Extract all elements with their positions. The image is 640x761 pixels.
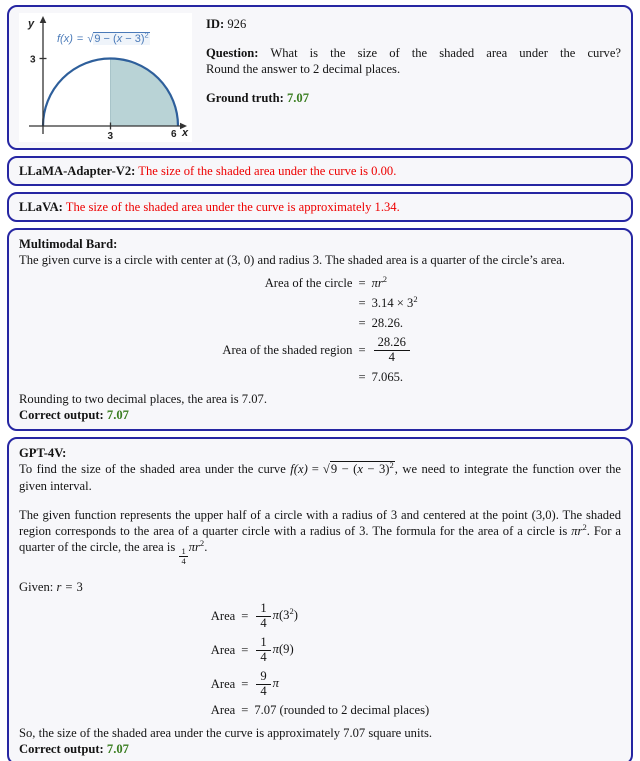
gpt4v-p2-pir2-exp: 2	[199, 537, 205, 548]
gpt4v-box	[7, 437, 633, 761]
gpt4v-eq4-rhs: 7.07 (rounded to 2 decimal places)	[254, 703, 430, 718]
llama-adapter-v2-box	[7, 156, 633, 186]
x-axis-label: x	[182, 127, 189, 139]
gpt4v-correct-value: 7.07	[106, 742, 129, 757]
bard-frac-den: 4	[388, 349, 395, 364]
y-axis-arrow	[40, 16, 47, 23]
gpt4v-given-var: r	[56, 579, 62, 594]
bard-eq3-rhs: 28.26.	[371, 315, 404, 330]
bard-rounding-text: Rounding to two decimal places, the area is 7.07.	[19, 392, 267, 407]
bard-intro	[19, 252, 621, 268]
gpt4v-p2-pir-exp: 2	[582, 521, 587, 532]
gpt4v-eq3-den: 4	[260, 683, 267, 698]
gpt4v-given-value: 3	[76, 579, 83, 594]
bard-eq-row-4	[222, 333, 417, 367]
llava-model-label: LLaVA:	[19, 200, 63, 215]
function-formula-label	[57, 30, 150, 45]
gpt4v-eq3-fraction	[256, 670, 270, 699]
gpt4v-p1-before: To find the size of the shaded area under the curve	[19, 462, 286, 477]
gpt4v-p1-rad-x: x	[357, 462, 363, 477]
bard-rounding-line	[19, 391, 621, 407]
llava-response-text: The size of the shaded area under the curve is approximately 1.34.	[65, 200, 400, 215]
gpt4v-eq1-exp: 2	[289, 606, 294, 617]
fx-radicand-b: − 3)	[122, 33, 145, 45]
gpt4v-p1-after: , we need to integrate the function over the given interval.	[19, 462, 622, 493]
gpt4v-p1-rad-a: 9 − (	[330, 462, 358, 477]
bard-eq2-rhs	[372, 293, 418, 313]
gpt4v-eq1-lhs: Area	[210, 609, 236, 624]
bard-eq1-rhs	[372, 273, 418, 293]
gpt4v-eq1-close: )	[293, 608, 298, 623]
bard-eq4-rhs	[372, 333, 418, 367]
radical-sign: √	[322, 462, 330, 477]
question-box	[7, 5, 633, 150]
bard-eq2-equals: =	[358, 295, 366, 310]
bard-eq4-equals: =	[358, 342, 366, 357]
gpt4v-eq3-equals: =	[241, 676, 249, 691]
bard-eq5-rhs: 7.065.	[371, 369, 404, 384]
ground-truth-line	[206, 90, 621, 106]
bard-fraction	[374, 336, 410, 365]
gpt4v-eq4-lhs: Area	[210, 703, 236, 718]
bard-correct-value: 7.07	[106, 408, 129, 423]
gpt4v-given-line	[19, 579, 621, 595]
gpt4v-given-label: Given:	[19, 579, 54, 594]
gpt4v-eq4-equals: =	[241, 703, 249, 718]
bard-eq3-equals: =	[358, 315, 366, 330]
x-tick-label-3: 3	[107, 131, 114, 142]
question-line-1	[206, 45, 621, 61]
gpt4v-eq-row-1	[211, 600, 429, 634]
gpt4v-eq2-den: 4	[260, 649, 267, 664]
gpt4v-eq1-den: 4	[260, 616, 267, 631]
gpt4v-eq1-tail: (3	[278, 608, 290, 623]
gpt4v-eq1-num: 1	[256, 602, 270, 617]
gpt4v-eq-row-3	[211, 667, 429, 701]
y-axis-label: y	[28, 18, 35, 30]
gpt4v-eq1-rhs	[254, 600, 429, 634]
radical-sign: √	[87, 33, 94, 45]
y-tick-label-3: 3	[30, 54, 36, 66]
bard-eq2-exp: 2	[413, 293, 418, 304]
bard-eq-row-1	[222, 273, 417, 293]
question-text-2: Round the answer to 2 decimal places.	[206, 62, 401, 77]
gpt4v-paragraph-1	[19, 461, 621, 493]
llama-model-label: LLaMA-Adapter-V2:	[19, 164, 136, 178]
gpt4v-conclusion-text: So, the size of the shaded area under the curve is approximately 7.07 square units.	[19, 725, 433, 740]
gpt4v-paragraph-2	[19, 507, 621, 566]
gpt4v-p2-quarter-fraction	[179, 547, 187, 566]
gpt4v-eq1-equals: =	[241, 609, 249, 624]
multimodal-bard-box	[7, 228, 633, 431]
gpt4v-eq2-lhs: Area	[210, 642, 236, 657]
bard-eq5-equals: =	[358, 369, 366, 384]
bard-frac-num: 28.26	[374, 336, 410, 351]
gpt4v-p2-frac-num: 1	[181, 545, 186, 556]
bard-equation-block	[222, 273, 417, 387]
gpt4v-model-label-line	[19, 445, 621, 461]
gpt4v-p2-pir: πr	[571, 523, 583, 538]
gpt4v-eq2-fraction	[256, 636, 270, 665]
gpt4v-eq1-fraction	[256, 602, 270, 631]
fx-radicand-x: x	[116, 33, 123, 45]
llava-box	[7, 192, 633, 222]
gpt4v-eq1-pi: π	[272, 608, 279, 623]
id-value: 926	[227, 17, 247, 31]
fx-radicand-a: 9 − (	[94, 33, 117, 45]
ground-truth-label: Ground truth:	[206, 91, 284, 106]
llama-response-text: The size of the shaded area under the curve is 0.00.	[138, 164, 397, 178]
gpt4v-given-equals: =	[65, 579, 73, 594]
bard-eq1-exp: 2	[382, 273, 388, 284]
gpt4v-eq-row-2	[211, 634, 429, 668]
gpt4v-p1-equals: =	[311, 462, 319, 477]
gpt4v-equation-block	[211, 600, 429, 721]
question-label: Question:	[206, 46, 259, 61]
gpt4v-eq2-num: 1	[256, 636, 270, 651]
gpt4v-eq3-pi: π	[272, 675, 279, 690]
llava-response-line	[19, 199, 621, 215]
bard-eq-row-3	[222, 313, 417, 333]
ground-truth-value: 7.07	[286, 91, 309, 106]
gpt4v-p1-rad-b: − 3)	[362, 462, 390, 477]
bard-eq4-lhs: Area of the shaded region	[222, 342, 353, 357]
gpt4v-eq2-rhs	[254, 634, 429, 668]
gpt4v-p1-sqrt	[323, 461, 395, 476]
bard-eq1-lhs: Area of the circle	[264, 275, 353, 290]
id-label: ID:	[206, 17, 225, 31]
x-tick-label-6: 6	[171, 129, 177, 140]
gpt4v-conclusion-line	[19, 725, 621, 741]
bard-eq-row-5	[222, 367, 417, 387]
gpt4v-p2-frac-den: 4	[181, 555, 186, 566]
gpt4v-p1-exp: 2	[389, 460, 394, 471]
gpt4v-p2-a: The given function represents the upper half of a circle with a radius of 3 and centered at the point (3,0). The shaded region corresponds to the area of a quarter circle with a radius of 3. The formula for the area of a circle is	[19, 507, 621, 538]
id-line	[206, 16, 621, 32]
gpt4v-eq2-equals: =	[241, 642, 249, 657]
gpt4v-p2-pir2: πr	[188, 539, 200, 554]
question-text-column	[192, 13, 621, 106]
bard-model-label: Multimodal Bard:	[19, 237, 118, 252]
bard-correct-line	[19, 407, 621, 423]
bard-eq1-pir: πr	[371, 275, 383, 290]
gpt4v-model-label: GPT-4V:	[19, 446, 67, 461]
fx-exponent: 2	[144, 30, 149, 40]
gpt4v-eq-row-4	[211, 701, 429, 721]
gpt4v-correct-line	[19, 741, 621, 757]
question-text: What is the size of the shaded area under the curve?	[270, 46, 621, 61]
gpt4v-eq3-num: 9	[256, 670, 270, 685]
gpt4v-eq2-tail: (9)	[278, 642, 294, 657]
gpt4v-correct-label: Correct output:	[19, 742, 104, 757]
figure-graph	[19, 13, 192, 142]
fx-equals: =	[76, 33, 84, 45]
fx-fn: f(x)	[57, 33, 73, 45]
gpt4v-p2-b: . For a quarter of the circle, the area is	[19, 523, 621, 554]
fx-sqrt	[87, 32, 149, 45]
bard-eq-row-2	[222, 293, 417, 313]
bard-eq2-base: 3.14 × 3	[371, 295, 414, 310]
gpt4v-eq3-lhs: Area	[210, 676, 236, 691]
question-line-2	[206, 61, 621, 77]
gpt4v-p2-period: .	[204, 539, 208, 554]
bard-eq1-equals: =	[358, 275, 366, 290]
bard-correct-label: Correct output:	[19, 408, 104, 423]
gpt4v-eq2-pi: π	[272, 642, 279, 657]
bard-model-label-line	[19, 236, 621, 252]
gpt4v-p1-fx: f(x)	[290, 462, 308, 477]
llama-response-line	[19, 163, 621, 179]
gpt4v-eq3-rhs	[254, 667, 429, 701]
bard-intro-text: The given curve is a circle with center at (3, 0) and radius 3. The shaded area is a quarter of the circle’s area.	[19, 253, 565, 268]
